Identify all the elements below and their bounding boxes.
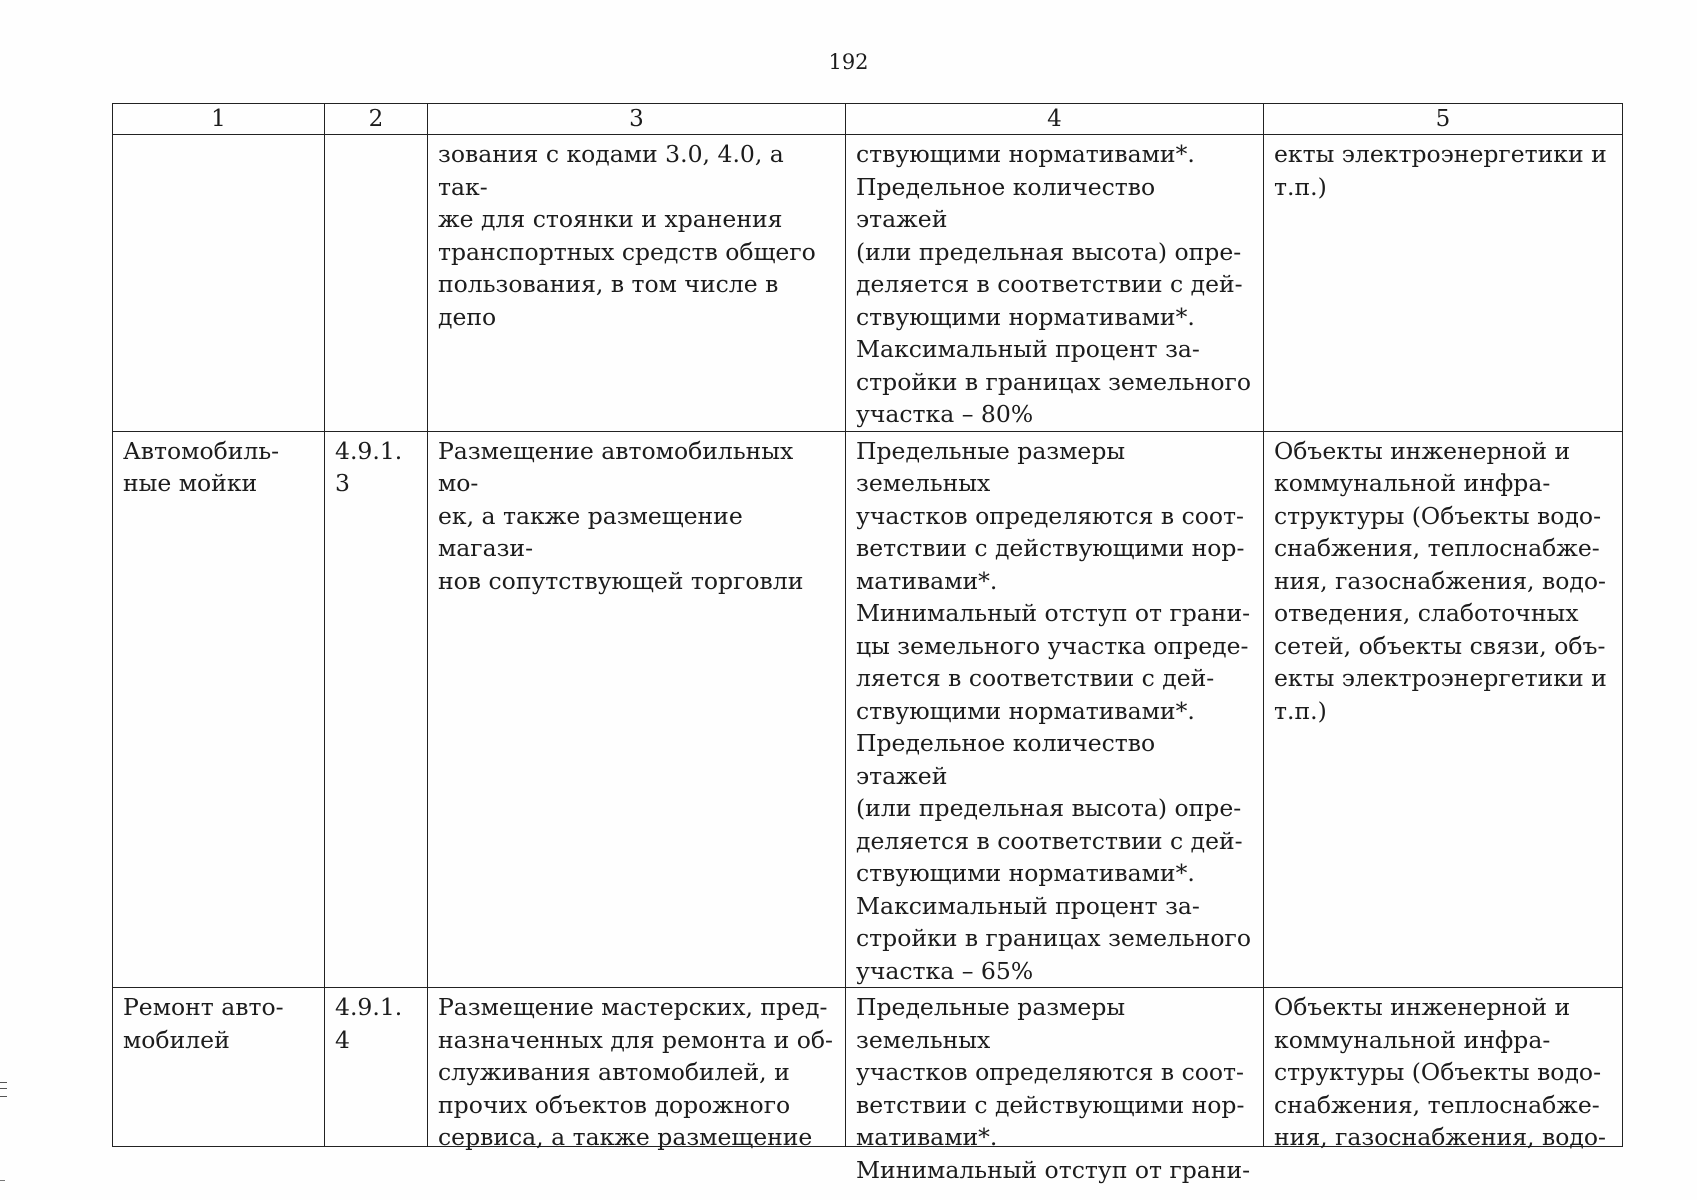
margin-tick [0,1180,5,1181]
use-name-cell [113,135,325,432]
parameters-cell: Предельные размеры земельных участков определяются в соот- ветствии с действующими нор- мативами*. Минимальный отступ от грани- цы земельного участка опреде- ляется в соответствии с дей- ствующими нормативами*. Предельное количество этажей (или предельная высота) опре- деляется в соответствии с дей- ствующими нормативами*. Максимальный процент за- стройки в границах земельного участка – 65% [846,431,1264,988]
auxiliary-uses-cell: екты электроэнергетики и т.п.) [1264,135,1623,432]
use-description-cell [428,988,846,1151]
header-row [113,104,1623,135]
page-number: 192 [828,50,869,74]
cell-text: Размещение мастерских, пред- назначенных для ремонта и об- служивания автомобилей, и прочих объектов дорожного сервиса, а также размещение [438,993,833,1151]
use-description-cell: Размещение автомобильных мо- ек, а также размещение магази- нов сопутствующей торговли [428,431,846,988]
auxiliary-uses-cell [1264,988,1623,1151]
binding-mark [0,1082,7,1097]
use-name-cell: Автомобиль- ные мойки [113,431,325,988]
column-header: 3 [428,104,846,135]
use-description-cell: зования с кодами 3.0, 4.0, а так- же для стоянки и хранения транспортных средств общего пользования, в том числе в депо [428,135,846,432]
table-row [113,988,1623,1147]
column-header: 5 [1264,104,1623,135]
parameters-cell: ствующими нормативами*. Предельное количество этажей (или предельная высота) опре- деляется в соответствии с дей- ствующими нормативами*. Максимальный процент за- стройки в границах земельного участка – 80% [846,135,1264,432]
parameters-cell [846,988,1264,1184]
cell-text: Объекты инженерной и коммунальной инфра- структуры (Объекты водо- снабжения, теплоснабже- ния, газоснабжения, водо- [1274,993,1606,1151]
use-code-cell [325,135,428,432]
use-name-cell [113,988,325,1147]
zoning-regulations-table [112,103,1623,1184]
use-code-cell: 4.9.1.3 [325,431,428,988]
use-code-cell [325,988,428,1147]
cell-text: Предельные размеры земельных участков определяются в соот- ветствии с действующими нор- мативами*. Минимальный отступ от грани- [856,993,1251,1184]
column-header: 4 [846,104,1264,135]
table-row [113,135,1623,432]
column-header: 1 [113,104,325,135]
table-row [113,431,1623,988]
auxiliary-uses-cell: Объекты инженерной и коммунальной инфра- структуры (Объекты водо- снабжения, теплоснабже- ния, газоснабжения, водо- отведения, слаботочных сетей, объекты связи, объ- екты электроэнергетики и т.п.) [1264,431,1623,988]
column-header: 2 [325,104,428,135]
cell-text: Ремонт авто- мобилей [123,993,284,1054]
cell-text: 4.9.1.4 [335,993,403,1054]
